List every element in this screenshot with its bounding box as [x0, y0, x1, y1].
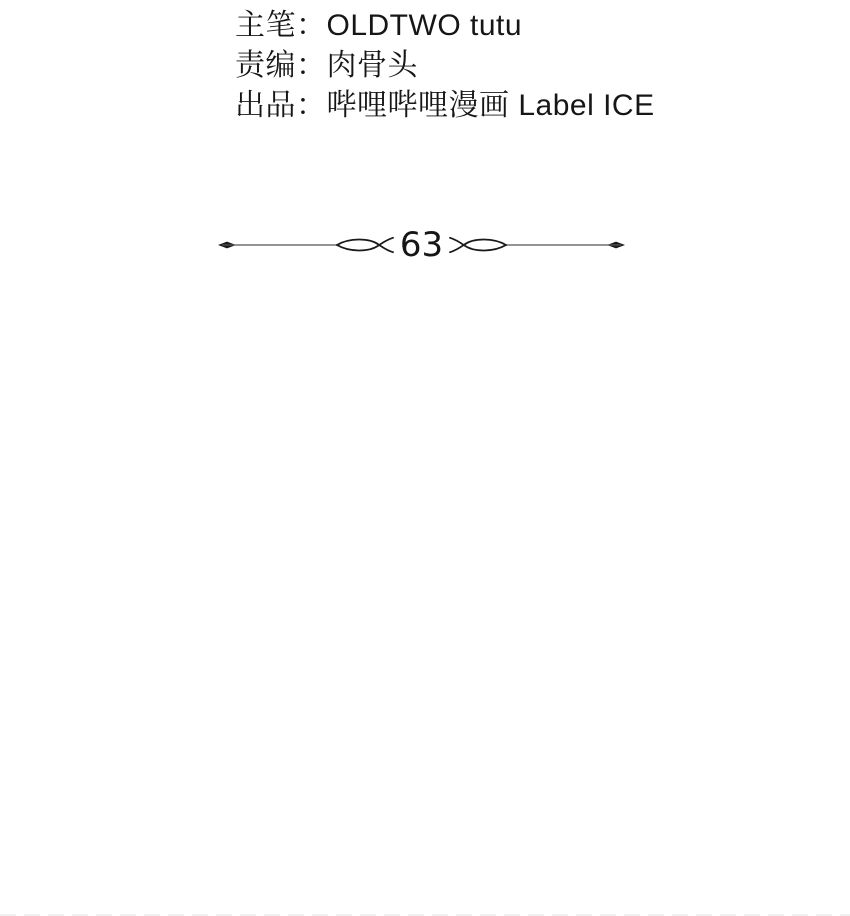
chapter-divider	[218, 225, 625, 265]
credit-line-artist	[235, 6, 655, 46]
credit-value: 哔哩哔哩漫画 Label ICE	[326, 89, 655, 122]
credit-label: 责编：	[235, 49, 327, 82]
credit-value: 肉骨头	[326, 49, 418, 82]
chapter-number: 63	[399, 225, 444, 265]
credit-line-editor	[235, 46, 655, 86]
credits-block	[235, 6, 655, 126]
credit-label: 出品：	[235, 89, 327, 122]
credit-value: OLDTWO tutu	[326, 9, 523, 42]
credit-label: 主笔：	[235, 9, 327, 42]
divider-left-ornament-icon	[218, 225, 394, 265]
credit-line-publisher	[235, 86, 655, 126]
divider-right-ornament-icon	[449, 225, 625, 265]
